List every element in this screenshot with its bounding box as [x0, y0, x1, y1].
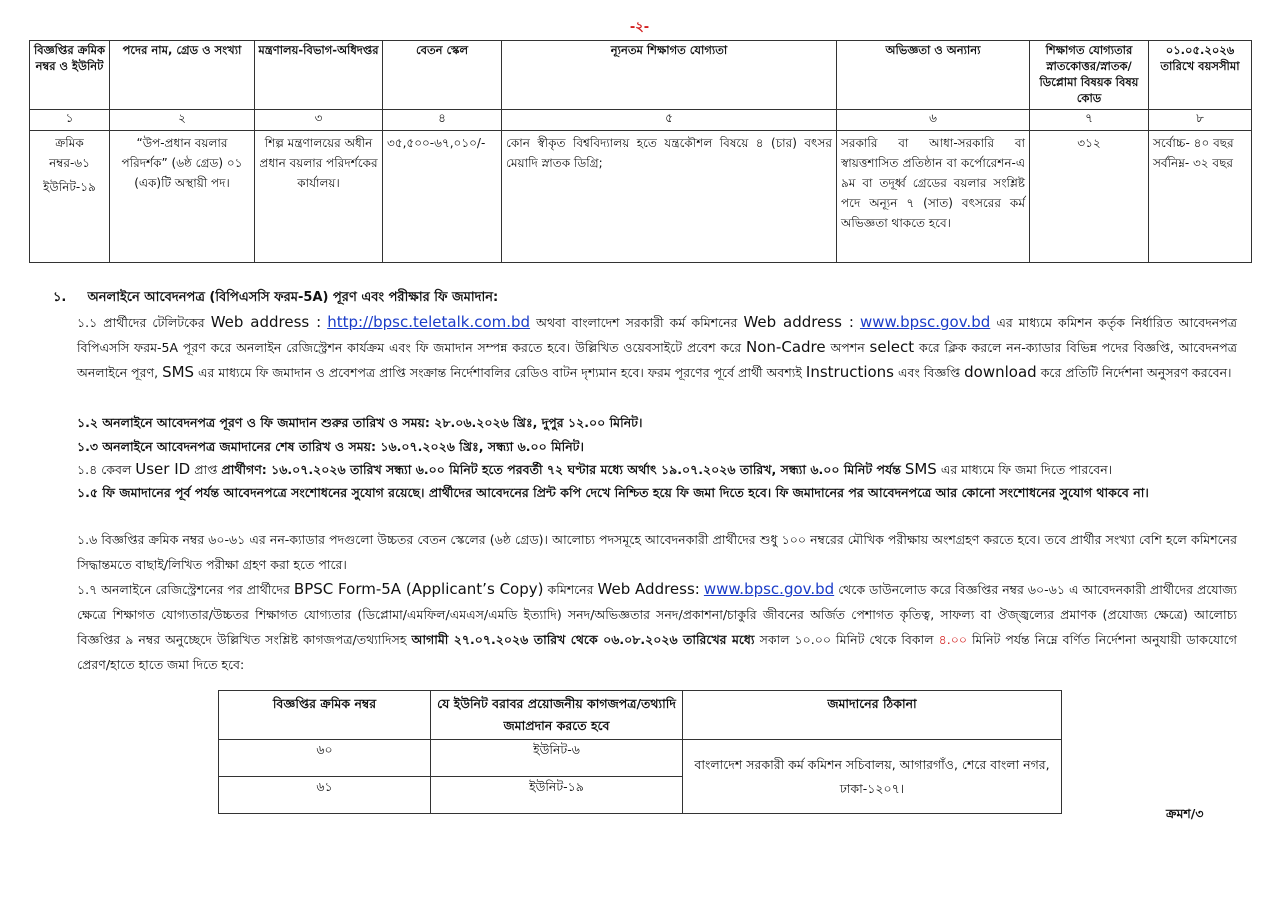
paragraph-text: অনলাইনে রেজিস্ট্রেশনের পর প্রার্থীদের: [101, 582, 290, 597]
column-number: ১: [30, 110, 110, 131]
ministry-cell: শিল্প মন্ত্রণালয়ের অধীন প্রধান বয়লার পরিদর্শকের কার্যালয়।: [255, 131, 383, 263]
paragraph-text: মিনিট পর্যন্ত নিম্নে বর্ণিত নির্দেশনা অনুযায়ী ডাকযোগে প্রেরণ/হাতে হাতে জমা দিতে হবে:: [77, 632, 1237, 672]
header-qualification: ন্যূনতম শিক্ষাগত যোগ্যতা: [502, 41, 837, 110]
serial-cell: ৬১: [219, 777, 431, 814]
paragraph-text: Web Address:: [597, 580, 700, 598]
post-cell: “উপ-প্রধান বয়লার পরিদর্শক” (৬ষ্ঠ গ্রেড) ০১ (এক)টি অস্থায়ী পদ।: [110, 131, 255, 263]
paragraph-1-5: [77, 480, 1237, 505]
column-number: ২: [110, 110, 255, 131]
paragraph-text: অনলাইনে আবেদনপত্র পূরণ ও ফি জমাদান শুরুর তারিখ ও সময়: ২৮.০৬.২০২৬ খ্রিঃ, দুপুর ১২.০০ মিনিট।: [102, 415, 643, 430]
paragraph-text: আগামী ২৭.০৭.২০২৬ তারিখ থেকে ০৬.০৮.২০২৬ তারিখের মধ্যে: [411, 632, 755, 647]
column-number: ৬: [837, 110, 1030, 131]
paragraph-1-4: [77, 457, 1237, 482]
paragraph-1-2: [77, 410, 1237, 435]
table-header-row: [219, 691, 1062, 740]
paragraph-1-3: [77, 434, 1237, 459]
header-post: পদের নাম, গ্রেড ও সংখ্যা: [110, 41, 255, 110]
paragraph-number: ১.৫: [77, 485, 98, 500]
bpsc-link[interactable]: www.bpsc.gov.bd: [703, 580, 835, 598]
serial-cell: [30, 131, 110, 263]
table-header-row: [30, 41, 1252, 110]
unit-number: ইউনিট-১৯: [43, 180, 96, 194]
serial-number: ক্রমিক নম্বর-৬১: [49, 136, 90, 170]
paragraph-text: এর মাধ্যমে ফি জমা দিতে পারবেন।: [940, 462, 1113, 477]
address-cell: বাংলাদেশ সরকারী কর্ম কমিশন সচিবালয়, আগারগাঁও, শেরে বাংলা নগর, ঢাকা-১২০৭।: [683, 740, 1062, 814]
paragraph-text: download: [964, 363, 1037, 381]
paragraph-number: ১.৬: [77, 532, 98, 547]
paragraph-number: ১.৭: [77, 582, 98, 597]
header-subject-code: শিক্ষাগত যোগ্যতার স্নাতকোত্তর/স্নাতক/ডিপ্লোমা বিষয়ক বিষয় কোড: [1030, 41, 1149, 110]
section-heading: [53, 288, 498, 309]
paragraph-text: Web address :: [210, 313, 322, 331]
column-number: ৫: [502, 110, 837, 131]
paragraph-text: প্রাপ্ত: [194, 462, 218, 477]
column-number: ৪: [383, 110, 502, 131]
paragraph-text: SMS: [162, 363, 195, 381]
paragraph-text: থেকে ডাউনলোড করে বিজ্ঞপ্তির নম্বর ৬০-৬১ এ আবেদনকারী প্রার্থীদের প্রযোজ্য ক্ষেত্রে শিক্ষাগত যোগ্যতার/উচ্চতর শিক্ষাগত যোগ্যতার (ডিপ্লোমা/এমফিল/এমএস/এমডি ইত্যাদি) সনদ/অভিজ্ঞতার সনদ/প্রকাশনা/চাকুরি জীবনের অর্জিত পেশাগত কৃতিত্ব, সাফল্য বা ঔজ্জ্বল্যের প্রমাণক (প্রযোজ্য ক্ষেত্রে) আলোচ্য বিজ্ঞপ্তির ৯ নম্বর অনুচ্ছেদে উল্লিখিত সংশ্লিষ্ট কাগজপত্র/তথ্যাদিসহ: [77, 582, 1237, 647]
header-ministry: মন্ত্রণালয়-বিভাগ-অধিদপ্তর: [255, 41, 383, 110]
header-age-limit: ০১.০৫.২০২৬ তারিখে বয়সসীমা: [1149, 41, 1252, 110]
paragraph-text: অনলাইনে আবেদনপত্র জমাদানের শেষ তারিখ ও সময়: ১৬.০৭.২০২৬ খ্রিঃ, সন্ধ্যা ৬.০০ মিনিট।: [102, 439, 584, 454]
paragraph-number: ১.৩: [77, 439, 98, 454]
post-details-table: [29, 40, 1252, 263]
bpsc-link[interactable]: www.bpsc.gov.bd: [859, 313, 991, 331]
paragraph-text: করে ক্লিক করলে নন-ক্যাডার বিভিন্ন পদের বিজ্ঞপ্তি, আবেদনপত্র অনলাইনে পূরণ,: [77, 340, 1237, 380]
header-experience: অভিজ্ঞতা ও অন্যান্য: [837, 41, 1030, 110]
paragraph-text: সকাল ১০.০০ মিনিট থেকে বিকাল: [759, 632, 934, 647]
paragraph-text: এর মাধ্যমে কমিশন কর্তৃক নির্ধারিত আবেদনপত্র বিপিএসসি ফরম-5A পূরণ করে অনলাইন রেজিস্ট্রেশন কার্যক্রম এবং ফি জমাদান সম্পন্ন করতে হবে। উল্লিখিত ওয়েবসাইটে প্রবেশ করে: [77, 315, 1237, 355]
header-address: জমাদানের ঠিকানা: [683, 691, 1062, 740]
column-number: ৩: [255, 110, 383, 131]
paragraph-text: Instructions: [805, 363, 895, 381]
paragraph-number: ১.১: [77, 315, 98, 330]
section-number: ১.: [53, 290, 67, 305]
submission-table: [218, 690, 1062, 814]
teletalk-link[interactable]: http://bpsc.teletalk.com.bd: [327, 313, 531, 331]
column-number: ৭: [1030, 110, 1149, 131]
paragraph-text: BPSC Form-5A (Applicant’s Copy): [293, 580, 544, 598]
unit-cell: ইউনিট-১৯: [431, 777, 683, 814]
subject-code-cell: ৩১২: [1030, 131, 1149, 263]
paragraph-text: প্রার্থীগণ: ১৬.০৭.২০২৬ তারিখ সন্ধ্যা ৬.০০ মিনিট হতে পরবর্তী ৭২ ঘণ্টার মধ্যে অর্থাৎ ১৯.০৭.২০২৬ তারিখ, সন্ধ্যা ৬.০০ মিনিট পর্যন্ত: [221, 462, 901, 477]
table-row: [30, 131, 1252, 263]
paragraph-number: ১.২: [77, 415, 98, 430]
unit-cell: ইউনিট-৬: [431, 740, 683, 777]
pay-scale-cell: ৩৫,৫০০-৬৭,০১০/-: [383, 131, 502, 263]
paragraph-1-1: [77, 310, 1237, 385]
paragraph-text: বিজ্ঞপ্তির ক্রমিক নম্বর ৬০-৬১ এর নন-ক্যাডার পদগুলো উচ্চতর বেতন স্কেলের (৬ষ্ঠ গ্রেড)। আলোচ্য পদসমূহে আবেদনকারী প্রার্থীদের শুধু ১০০ নম্বরের মৌখিক পরীক্ষায় অংশগ্রহণ করতে হবে। তবে প্রার্থীর সংখ্যা বেশি হলে কমিশনের সিদ্ধান্তমতে বাছাই/লিখিত পরীক্ষা গ্রহণ করা হতে পারে।: [77, 532, 1237, 572]
paragraph-text: এর মাধ্যমে ফি জমাদান ও প্রবেশপত্র প্রাপ্তি সংক্রান্ত নির্দেশাবলির রেডিও বাটন দৃশ্যমান হবে। ফরম পূরণের পূর্বে প্রার্থী অবশ্যই: [198, 365, 802, 380]
paragraph-text: এবং বিজ্ঞপ্তি: [898, 365, 961, 380]
experience-cell: সরকারি বা আধা-সরকারি বা স্বায়ত্তশাসিত প্রতিষ্ঠান বা কর্পোরেশন-এ ৯ম বা তদূর্ধ্ব গ্রেডের বয়লার সংশ্লিষ্ট পদে অন্যূন ৭ (সাত) বৎসরের কর্ম অভিজ্ঞতা থাকতে হবে।: [837, 131, 1030, 263]
paragraph-1-7: [77, 577, 1237, 677]
continued-marker: ক্রমশ/৩: [1166, 806, 1204, 821]
column-number-row: [30, 110, 1252, 131]
qualification-cell: কোন স্বীকৃত বিশ্ববিদ্যালয় হতে যন্ত্রকৌশল বিষয়ে ৪ (চার) বৎসর মেয়াদি স্নাতক ডিগ্রি;: [502, 131, 837, 263]
paragraph-text: প্রার্থীদের টেলিটকের: [103, 315, 205, 330]
paragraph-text: SMS: [904, 460, 937, 478]
paragraph-text: User ID: [135, 460, 191, 478]
serial-cell: ৬০: [219, 740, 431, 777]
paragraph-text: ৪.০০: [938, 632, 967, 647]
paragraph-text: Non-Cadre: [746, 338, 826, 356]
age-max: সর্বোচ্চ- ৪০ বছর: [1153, 136, 1234, 150]
section-title: অনলাইনে আবেদনপত্র (বিপিএসসি ফরম-5A) পূরণ এবং পরীক্ষার ফি জমাদান:: [87, 290, 499, 305]
table-row: [219, 740, 1062, 777]
paragraph-text: করে প্রতিটি নির্দেশনা অনুসরণ করবেন।: [1040, 365, 1232, 380]
page-number: -২-: [629, 20, 650, 35]
header-serial: বিজ্ঞপ্তির ক্রমিক নম্বর: [219, 691, 431, 740]
header-serial: বিজ্ঞপ্তির ক্রমিক নম্বর ও ইউনিট: [30, 41, 110, 110]
paragraph-text: অথবা বাংলাদেশ সরকারী কর্ম কমিশনের: [536, 315, 738, 330]
paragraph-text: কেবল: [101, 462, 132, 477]
paragraph-1-6: [77, 527, 1237, 577]
paragraph-number: ১.৪: [77, 462, 98, 477]
age-min: সর্বনিম্ন- ৩২ বছর: [1153, 156, 1233, 170]
paragraph-text: ফি জমাদানের পূর্ব পর্যন্ত আবেদনপত্রে সংশোধনের সুযোগ রয়েছে। প্রার্থীদের আবেদনের প্রিন্ট কপি দেখে নিশ্চিত হয়ে ফি জমা দিতে হবে। ফি জমাদানের পর আবেদনপত্রে আর কোনো সংশোধনের সুযোগ থাকবে না।: [102, 485, 1149, 500]
paragraph-text: select: [869, 338, 915, 356]
paragraph-text: Web address :: [743, 313, 854, 331]
header-pay-scale: বেতন স্কেল: [383, 41, 502, 110]
paragraph-text: অপশন: [830, 340, 865, 355]
age-limit-cell: [1149, 131, 1252, 263]
header-unit: যে ইউনিট বরাবর প্রয়োজনীয় কাগজপত্র/তথ্যাদি জমাপ্রদান করতে হবে: [431, 691, 683, 740]
column-number: ৮: [1149, 110, 1252, 131]
paragraph-text: কমিশনের: [547, 582, 594, 597]
